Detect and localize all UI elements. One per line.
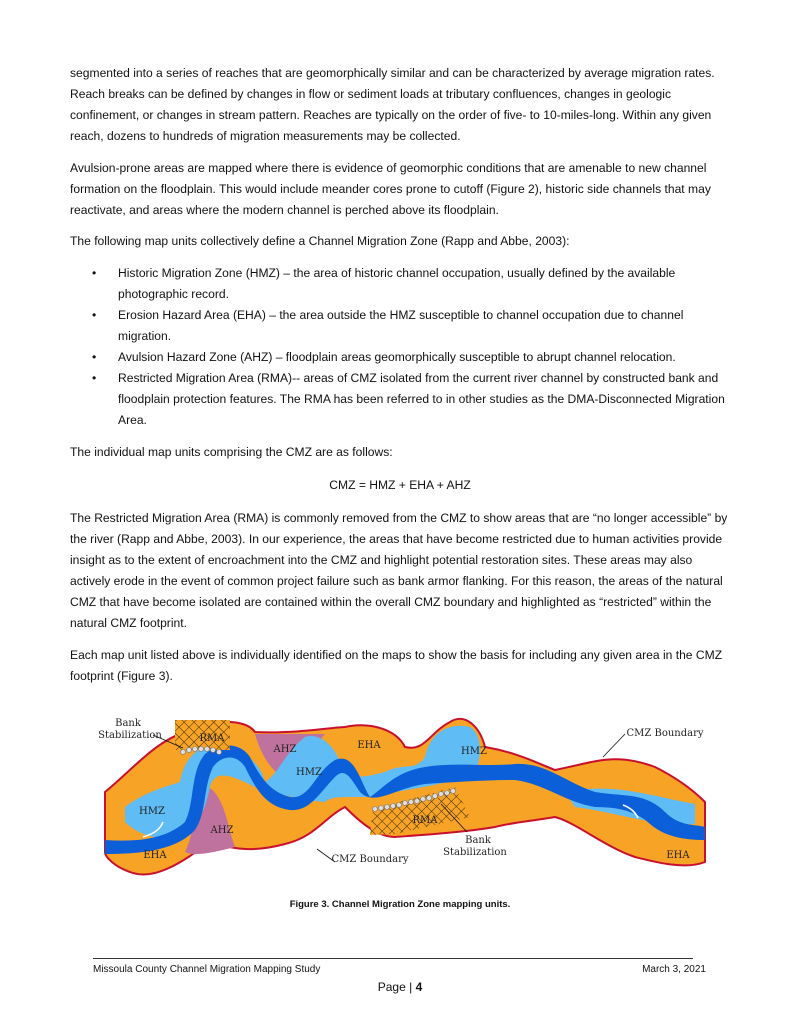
list-item-text: Avulsion Hazard Zone (AHZ) – floodplain areas geomorphically susceptible to abrupt channel relocation. bbox=[118, 350, 676, 364]
label-hmz: HMZ bbox=[461, 746, 487, 757]
label-hmz: HMZ bbox=[139, 806, 165, 817]
label-cmz-boundary: CMZ Boundary bbox=[331, 854, 409, 865]
cmz-formula: CMZ = HMZ + EHA + AHZ bbox=[329, 478, 471, 492]
list-item bbox=[70, 305, 734, 347]
footer-divider bbox=[93, 958, 693, 959]
label-bank-stabilization: Stabilization bbox=[98, 730, 162, 741]
list-item bbox=[70, 263, 734, 305]
label-rma: RMA bbox=[199, 733, 225, 744]
map-unit-list bbox=[70, 263, 734, 431]
bullet-icon: • bbox=[92, 308, 97, 322]
list-item bbox=[70, 368, 734, 431]
bullet-icon: • bbox=[92, 350, 97, 364]
footer-title: Missoula County Channel Migration Mapping Study bbox=[93, 964, 321, 975]
label-eha: EHA bbox=[143, 850, 167, 861]
bullet-icon: • bbox=[92, 266, 97, 280]
page-number bbox=[0, 980, 800, 994]
label-ahz: AHZ bbox=[273, 744, 297, 755]
paragraph-components: The individual map units comprising the CMZ are as follows: bbox=[70, 445, 393, 459]
paragraph-rma: The Restricted Migration Area (RMA) is commonly removed from the CMZ to show areas that are “no longer accessible” by the river (Rapp and Abbe, 2003). In our experience, the areas that have become restricted due to human activities provide insight as to the extent of encroachment into the CMZ and highlight potential restoration sites. These areas may also actively erode in the event of common project failure such as bank armor flanking. For this reason, the areas of the natural CMZ that have become isolated are contained within the overall CMZ boundary and highlighted as “restricted” within the natural CMZ footprint. bbox=[70, 511, 728, 630]
label-bank-stabilization: Bank bbox=[465, 835, 491, 846]
page-label: Page | bbox=[377, 980, 416, 994]
figure-caption: Figure 3. Channel Migration Zone mapping units. bbox=[289, 899, 511, 910]
cmz-diagram bbox=[95, 712, 710, 887]
footer-date: March 3, 2021 bbox=[642, 964, 706, 975]
paragraph-map-units-intro: The following map units collectively define a Channel Migration Zone (Rapp and Abbe, 2003): bbox=[70, 234, 570, 248]
page-number-value: 4 bbox=[415, 980, 423, 994]
label-rma: RMA bbox=[412, 815, 438, 826]
list-item-text: Historic Migration Zone (HMZ) – the area of historic channel occupation, usually defined by the available photographic record. bbox=[118, 266, 676, 301]
list-item-text: Erosion Hazard Area (EHA) – the area outside the HMZ susceptible to channel occupation due to channel migration. bbox=[118, 308, 684, 343]
label-eha: EHA bbox=[666, 850, 690, 861]
label-eha: EHA bbox=[357, 740, 381, 751]
paragraph-reaches: segmented into a series of reaches that are geomorphically similar and can be characterized by average migration rates. Reach breaks can be defined by changes in flow or sediment loads at tributary confluences, changes in geologic confinement, or changes in stream pattern. Reaches are typically on the order of five- to 10-miles-long. Within any given reach, dozens to hundreds of migration measurements may be collected. bbox=[70, 66, 715, 143]
bullet-icon: • bbox=[92, 371, 97, 385]
label-hmz: HMZ bbox=[296, 767, 322, 778]
label-bank-stabilization: Bank bbox=[115, 718, 141, 729]
paragraph-avulsion: Avulsion-prone areas are mapped where there is evidence of geomorphic conditions that are amenable to new channel formation on the floodplain. This would include meander cores prone to cutoff (Figure 2), historic side channels that may reactivate, and areas where the modern channel is perched above its floodplain. bbox=[70, 161, 711, 217]
paragraph-figure-ref: Each map unit listed above is individually identified on the maps to show the basis for including any given area in the CMZ footprint (Figure 3). bbox=[70, 648, 723, 683]
label-ahz: AHZ bbox=[210, 825, 234, 836]
list-item bbox=[70, 347, 734, 368]
label-cmz-boundary: CMZ Boundary bbox=[626, 728, 704, 739]
list-item-text: Restricted Migration Area (RMA)-- areas of CMZ isolated from the current river channel by constructed bank and floodplain protection features. The RMA has been referred to in other studies as the DMA-Disconnected Migration Area. bbox=[118, 371, 725, 427]
label-bank-stabilization: Stabilization bbox=[443, 847, 507, 858]
